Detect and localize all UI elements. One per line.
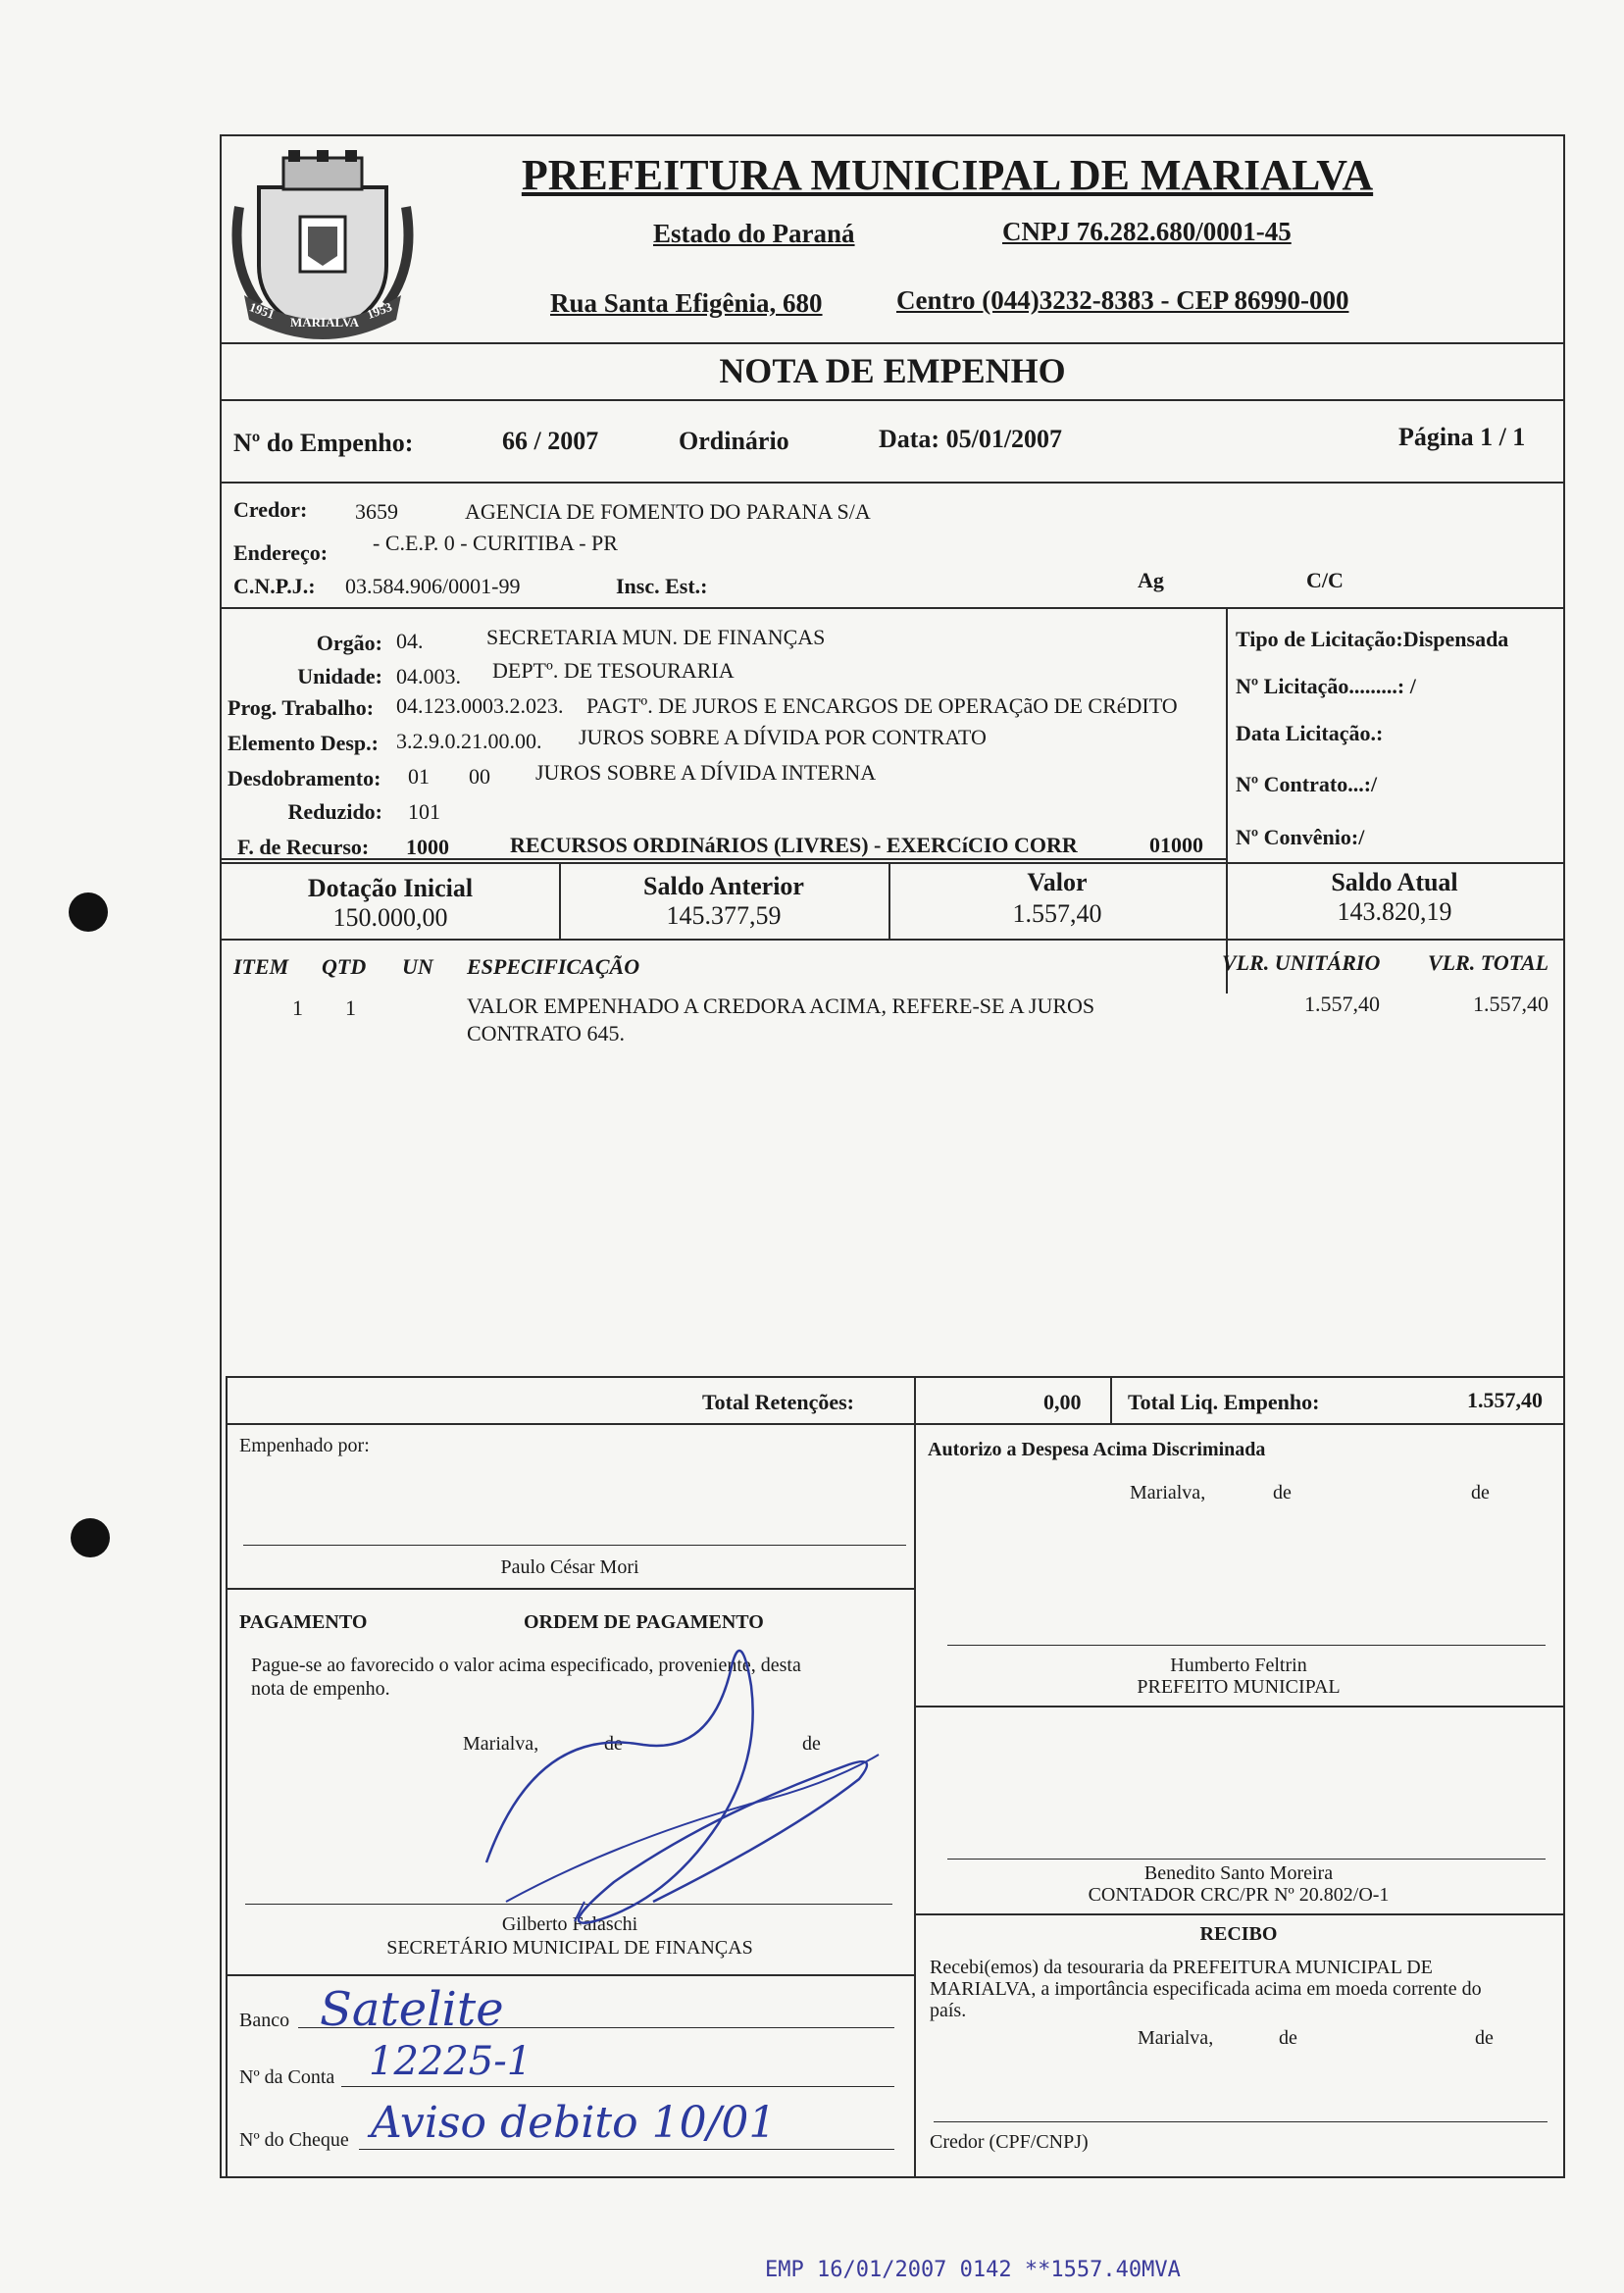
saldo-atual-value: 143.820,19 bbox=[1337, 897, 1452, 926]
credor-cpf-label: Credor (CPF/CNPJ) bbox=[930, 2131, 1089, 2153]
processing-stamp: EMP 16/01/2007 0142 **1557.40MVA bbox=[765, 2258, 1181, 2282]
elemento-name: JUROS SOBRE A DÍVIDA POR CONTRATO bbox=[579, 725, 987, 749]
saldo-anterior-label: Saldo Anterior bbox=[643, 872, 804, 900]
ordem-pagamento: ORDEM DE PAGAMENTO bbox=[524, 1611, 764, 1633]
pagamento-de1: de bbox=[604, 1733, 623, 1755]
orgao-label: Orgão: bbox=[316, 631, 382, 655]
saldo-dotacao-label: Dotação Inicial bbox=[307, 874, 474, 902]
recibo-city: Marialva, bbox=[1138, 2027, 1214, 2049]
licitacao-data: Data Licitação.: bbox=[1236, 721, 1384, 745]
empenho-type: Ordinário bbox=[679, 427, 789, 455]
col-qtd: QTD bbox=[322, 954, 367, 979]
col-especificacao: ESPECIFICAÇÃO bbox=[467, 954, 640, 979]
orgao-code: 04. bbox=[396, 629, 424, 653]
ag-label: Ag bbox=[1138, 568, 1164, 592]
unidade-code: 04.003. bbox=[396, 664, 461, 688]
pagamento-text-line1: Pague-se ao favorecido o valor acima especificado, proveniente, desta bbox=[251, 1655, 801, 1676]
prog-code: 04.123.0003.2.023. bbox=[396, 693, 564, 718]
licitacao-tipo: Tipo de Licitação:Dispensada bbox=[1236, 627, 1509, 651]
elemento-label: Elemento Desp.: bbox=[228, 731, 379, 755]
item-total-value: 1.557,40 bbox=[1473, 992, 1548, 1016]
crest-banner-text: MARIALVA bbox=[290, 315, 360, 330]
empenho-number: 66 / 2007 bbox=[502, 427, 599, 455]
empenho-page: Página 1 / 1 bbox=[1398, 423, 1526, 451]
crest-year-left: 1951 bbox=[247, 299, 277, 323]
credor-label: Credor: bbox=[233, 497, 308, 522]
cnpj-label: C.N.P.J.: bbox=[233, 574, 316, 598]
document-title: NOTA DE EMPENHO bbox=[719, 351, 1066, 390]
punch-hole-bottom bbox=[71, 1518, 110, 1557]
recurso-label: F. de Recurso: bbox=[237, 835, 370, 859]
contador-role: CONTADOR CRC/PR Nº 20.802/O-1 bbox=[1088, 1884, 1390, 1906]
licitacao-numero: Nº Licitação.........: / bbox=[1236, 674, 1416, 698]
banco-handwritten: Satelite bbox=[320, 1982, 504, 2037]
recurso-extra: 01000 bbox=[1149, 833, 1203, 857]
header-contact: Centro (044)3232-8383 - CEP 86990-000 bbox=[896, 285, 1349, 315]
pagamento-de2: de bbox=[802, 1733, 821, 1755]
saldo-dotacao-value: 150.000,00 bbox=[332, 903, 448, 932]
recurso-name: RECURSOS ORDINáRIOS (LIVRES) - EXERCíCIO CORR bbox=[510, 833, 1078, 857]
autorizo-de2: de bbox=[1471, 1482, 1490, 1503]
empenhado-label: Empenhado por: bbox=[239, 1435, 370, 1456]
cc-label: C/C bbox=[1306, 568, 1344, 592]
col-item: ITEM bbox=[233, 954, 289, 979]
cheque-label: Nº do Cheque bbox=[239, 2129, 349, 2151]
elemento-code: 3.2.9.0.21.00.00. bbox=[396, 729, 542, 753]
saldo-anterior-value: 145.377,59 bbox=[666, 901, 782, 930]
autorizo-title: Autorizo a Despesa Acima Discriminada bbox=[928, 1439, 1266, 1460]
contador-name: Benedito Santo Moreira bbox=[1143, 1862, 1334, 1884]
insc-label: Insc. Est.: bbox=[616, 574, 708, 598]
valor-label: Valor bbox=[1027, 868, 1088, 896]
empenho-form bbox=[220, 134, 1565, 2178]
empenho-label: Nº do Empenho: bbox=[233, 429, 414, 457]
reduzido-label: Reduzido: bbox=[287, 799, 382, 824]
conta-label: Nº da Conta bbox=[239, 2066, 335, 2088]
liq-value: 1.557,40 bbox=[1467, 1388, 1543, 1412]
recibo-text-line2: MARIALVA, a importância especificada acima em moeda corrente do bbox=[930, 1978, 1482, 2000]
unidade-label: Unidade: bbox=[297, 664, 382, 688]
pagamento-label: PAGAMENTO bbox=[239, 1611, 368, 1633]
header-cnpj: CNPJ 76.282.680/0001-45 bbox=[1002, 217, 1292, 246]
crest-year-right: 1953 bbox=[365, 299, 394, 323]
banco-label: Banco bbox=[239, 2010, 290, 2031]
item-number: 1 bbox=[292, 995, 303, 1020]
prog-label: Prog. Trabalho: bbox=[228, 695, 375, 720]
pagamento-text-line2: nota de empenho. bbox=[251, 1678, 390, 1700]
conta-handwritten: 12225-1 bbox=[369, 2039, 533, 2084]
recibo-text-line3: país. bbox=[930, 2000, 967, 2021]
col-un: UN bbox=[402, 954, 433, 979]
recibo-de1: de bbox=[1279, 2027, 1297, 2049]
prog-name: PAGTº. DE JUROS E ENCARGOS DE OPERAÇãO DE CRéDITO bbox=[586, 693, 1178, 718]
punch-hole-top bbox=[69, 892, 108, 932]
secretario-name: Gilberto Falaschi bbox=[501, 1913, 638, 1935]
empenho-date: Data: 05/01/2007 bbox=[879, 425, 1063, 453]
desdobramento-a: 01 bbox=[408, 764, 430, 789]
recibo-de2: de bbox=[1475, 2027, 1494, 2049]
desdobramento-label: Desdobramento: bbox=[228, 766, 381, 790]
cnpj-value: 03.584.906/0001-99 bbox=[345, 574, 521, 598]
address-value: - C.E.P. 0 - CURITIBA - PR bbox=[373, 531, 618, 555]
prefeito-name: Humberto Feltrin bbox=[1170, 1655, 1307, 1676]
crest-logo bbox=[229, 148, 416, 344]
liq-label: Total Liq. Empenho: bbox=[1128, 1390, 1320, 1414]
cheque-handwritten: Aviso debito 10/01 bbox=[371, 2098, 777, 2148]
credor-code: 3659 bbox=[355, 499, 398, 524]
item-espec-line2: CONTRATO 645. bbox=[467, 1021, 625, 1045]
licitacao-convenio: Nº Convênio:/ bbox=[1236, 825, 1365, 849]
saldo-atual-label: Saldo Atual bbox=[1331, 868, 1458, 896]
valor-value: 1.557,40 bbox=[1012, 899, 1102, 928]
pagamento-city: Marialva, bbox=[463, 1733, 539, 1755]
item-qtd: 1 bbox=[345, 995, 356, 1020]
orgao-name: SECRETARIA MUN. DE FINANÇAS bbox=[486, 625, 826, 649]
recurso-code: 1000 bbox=[406, 835, 449, 859]
address-label: Endereço: bbox=[233, 540, 329, 565]
item-unit-value: 1.557,40 bbox=[1304, 992, 1380, 1016]
autorizo-city: Marialva, bbox=[1130, 1482, 1206, 1503]
empenhado-name: Paulo César Mori bbox=[500, 1556, 639, 1578]
signature-scribble bbox=[418, 1607, 908, 1941]
retencoes-label: Total Retenções: bbox=[702, 1390, 854, 1414]
col-unit-value: VLR. UNITÁRIO bbox=[1222, 950, 1381, 975]
desdobramento-b: 00 bbox=[469, 764, 490, 789]
desdobramento-name: JUROS SOBRE A DÍVIDA INTERNA bbox=[535, 760, 877, 785]
header-state: Estado do Paraná bbox=[653, 219, 855, 248]
autorizo-de1: de bbox=[1273, 1482, 1292, 1503]
unidade-name: DEPTº. DE TESOURARIA bbox=[492, 658, 735, 683]
recibo-title: RECIBO bbox=[1199, 1923, 1278, 1945]
header-address: Rua Santa Efigênia, 680 bbox=[550, 288, 823, 318]
header-title: PREFEITURA MUNICIPAL DE MARIALVA bbox=[521, 151, 1374, 199]
prefeito-role: PREFEITO MUNICIPAL bbox=[1137, 1676, 1341, 1698]
item-espec-line1: VALOR EMPENHADO A CREDORA ACIMA, REFERE-SE A JUROS bbox=[467, 994, 1095, 1018]
credor-name: AGENCIA DE FOMENTO DO PARANA S/A bbox=[465, 499, 871, 524]
recibo-text-line1: Recebi(emos) da tesouraria da PREFEITURA MUNICIPAL DE bbox=[930, 1957, 1433, 1978]
col-total-value: VLR. TOTAL bbox=[1428, 950, 1549, 975]
secretario-role: SECRETÁRIO MUNICIPAL DE FINANÇAS bbox=[386, 1937, 753, 1959]
licitacao-contrato: Nº Contrato...:/ bbox=[1236, 772, 1378, 796]
retencoes-value: 0,00 bbox=[1043, 1390, 1082, 1414]
reduzido-value: 101 bbox=[408, 799, 440, 824]
